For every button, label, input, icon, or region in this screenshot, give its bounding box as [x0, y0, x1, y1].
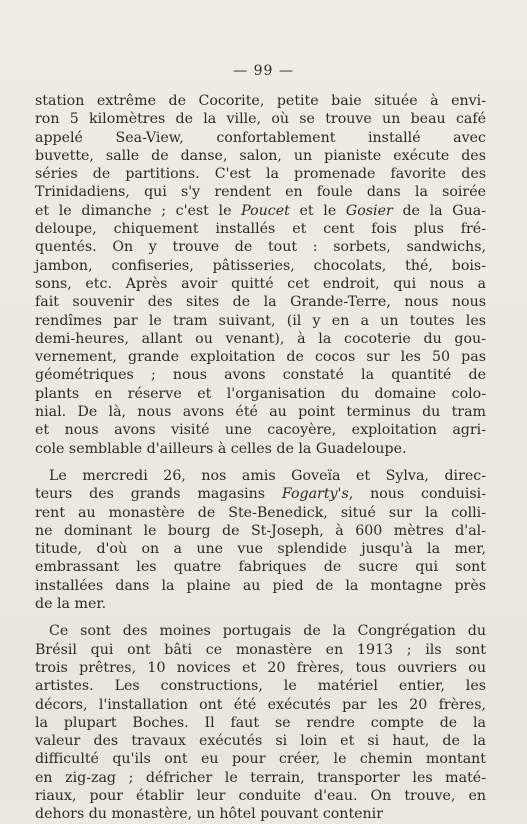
- text-line: fait souvenir des sites de la Grande-Terre, nous nous: [35, 294, 486, 311]
- paragraph: [35, 92, 486, 458]
- text-line: titude, d'où on a une vue splendide jusqu'à la mer,: [35, 541, 486, 558]
- text-line: vernement, grande exploitation de cocos sur les 50 pas: [35, 349, 486, 366]
- text-line: deloupe, chiquement installés et cent fois plus fré-: [35, 221, 486, 238]
- text-line: dehors du monastère, un hôtel pouvant contenir: [35, 806, 383, 823]
- text-line: ne dominant le bourg de St-Joseph, à 600 mètres d'al-: [35, 522, 486, 539]
- text-line: appelé Sea-View, confortablement installé avec: [35, 129, 486, 146]
- text-line: demi-heures, allant ou venant), à la cocoterie du gou-: [35, 330, 486, 347]
- text-line: riaux, pour établir leur conduite d'eau. On trouve, en: [35, 787, 486, 804]
- text-line: plants en réserve et l'organisation du domaine colo-: [35, 385, 486, 402]
- text-line: difficulté qu'ils ont eu pour créer, le chemin montant: [35, 751, 486, 768]
- text-line: valeur des travaux exécutés si loin et si haut, de la: [35, 733, 486, 750]
- body-text: [35, 92, 486, 824]
- text-line: station extrême de Cocorite, petite baie située à envi-: [35, 93, 486, 109]
- text-line: buvette, salle de danse, salon, un pianiste exécute des: [35, 147, 486, 164]
- text-line: et nous avons visité une cacoyère, exploitation agri-: [35, 422, 486, 439]
- text-line: Brésil qui ont bâti ce monastère en 1913 ; ils sont: [35, 641, 486, 658]
- text-line: artistes. Les constructions, le matériel entier, les: [35, 678, 486, 695]
- paragraph: [35, 622, 486, 823]
- text-line: Ce sont des moines portugais de la Congrégation du: [49, 623, 486, 640]
- text-line: et le dimanche ; c'est le Poucet et le Gosier de la Gua-: [35, 202, 486, 219]
- text-line: rendîmes par le tram suivant, (il y en a un toutes les: [35, 312, 486, 329]
- text-line: nial. De là, nous avons été au point terminus du tram: [35, 404, 486, 421]
- text-line: jambon, confiseries, pâtisseries, chocolats, thé, bois-: [35, 257, 486, 274]
- text-line: de la mer.: [35, 596, 107, 613]
- text-line: rent au monastère de Ste-Benedick, situé sur la colli-: [35, 504, 486, 521]
- text-line: installées dans la plaine au pied de la montagne près: [35, 577, 486, 594]
- page-number: — 99 —: [233, 63, 294, 79]
- paragraph: [35, 467, 486, 613]
- text-line: décors, l'installation ont été exécutés par les 20 frères,: [35, 696, 486, 713]
- text-line: teurs des grands magasins Fogarty's, nous conduisi-: [35, 486, 486, 503]
- text-line: en zig-zag ; défricher le terrain, transporter les maté-: [35, 769, 486, 786]
- text-line: embrassant les quatre fabriques de sucre qui sont: [35, 559, 486, 576]
- text-line: Trinidadiens, qui s'y rendent en foule dans la soirée: [35, 184, 486, 201]
- text-line: Le mercredi 26, nos amis Goveïa et Sylva, direc-: [49, 467, 486, 484]
- text-line: quentés. On y trouve de tout : sorbets, sandwichs,: [35, 239, 486, 256]
- text-line: géométriques ; nous avons constaté la quantité de: [35, 367, 486, 384]
- text-line: ron 5 kilomètres de la ville, où se trouve un beau café: [35, 111, 486, 128]
- text-line: séries de partitions. C'est la promenade favorite des: [35, 166, 486, 183]
- text-line: la plupart Boches. Il faut se rendre compte de la: [35, 714, 486, 731]
- text-line: trois prêtres, 10 novices et 20 frères, tous ouvriers ou: [35, 659, 486, 676]
- text-line: sons, etc. Après avoir quitté cet endroit, qui nous a: [35, 275, 486, 292]
- text-line: cole semblable d'ailleurs à celles de la Guadeloupe.: [35, 440, 407, 457]
